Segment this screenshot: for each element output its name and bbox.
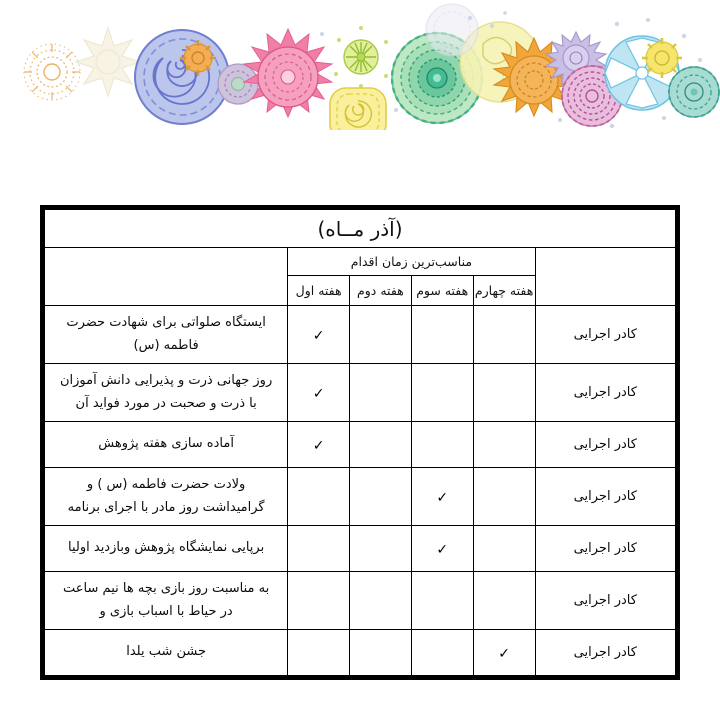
row-activity — [45, 468, 288, 526]
row-activity — [45, 422, 288, 468]
page-title: (آذر مــاه) — [45, 210, 676, 248]
row-staff: کادر اجرایی — [535, 468, 675, 526]
row-staff: کادر اجرایی — [535, 526, 675, 572]
week-header-4: هفته چهارم — [473, 276, 535, 306]
activity-line: گرامیداشت روز مادر با اجرای برنامه — [67, 499, 265, 515]
row-week3 — [411, 422, 473, 468]
activity-line: روز جهانی ذرت و پذیرایی دانش آموزان — [59, 372, 273, 388]
row-week4 — [473, 468, 535, 526]
table-row — [45, 572, 676, 630]
table-row — [45, 630, 676, 676]
row-week3 — [411, 306, 473, 364]
table-row — [45, 422, 676, 468]
row-week1 — [288, 526, 350, 572]
row-week4 — [473, 630, 535, 676]
activity-line: آماده سازی هفته پژوهش — [98, 436, 234, 452]
row-activity — [45, 364, 288, 422]
row-week3 — [411, 364, 473, 422]
row-staff: کادر اجرایی — [535, 364, 675, 422]
row-week3 — [411, 526, 473, 572]
decorative-floral-border — [0, 0, 720, 130]
row-activity — [45, 630, 288, 676]
row-week1 — [288, 572, 350, 630]
check-icon: ✓ — [312, 437, 325, 454]
activity-column-header — [45, 248, 288, 306]
row-staff: کادر اجرایی — [535, 630, 675, 676]
check-icon: ✓ — [498, 645, 510, 662]
row-week2 — [350, 422, 412, 468]
row-week2 — [350, 364, 412, 422]
check-icon: ✓ — [312, 385, 325, 402]
activity-line: فاطمه (س) — [133, 337, 199, 353]
row-week2 — [350, 468, 412, 526]
row-week1 — [288, 364, 350, 422]
activity-line: جشن شب یلدا — [126, 644, 207, 660]
week-header-1: هفته اول — [288, 276, 350, 306]
row-week4 — [473, 306, 535, 364]
row-staff: کادر اجرایی — [535, 572, 675, 630]
row-activity — [45, 572, 288, 630]
row-week4 — [473, 364, 535, 422]
row-week4 — [473, 572, 535, 630]
activity-line: با ذرت و صحبت در مورد فواید آن — [75, 395, 257, 411]
row-week3 — [411, 468, 473, 526]
row-week1 — [288, 422, 350, 468]
check-icon: ✓ — [436, 541, 449, 558]
row-week4 — [473, 526, 535, 572]
row-week2 — [350, 572, 412, 630]
table-row — [45, 306, 676, 364]
row-week3 — [411, 572, 473, 630]
row-week1 — [288, 630, 350, 676]
row-week2 — [350, 306, 412, 364]
table-row — [45, 364, 676, 422]
row-week1 — [288, 306, 350, 364]
table-row — [45, 468, 676, 526]
timing-group-header: مناسب‌ترین زمان اقدام — [288, 248, 535, 276]
activity-line: ایستگاه صلواتی برای شهادت حضرت — [66, 314, 266, 330]
activity-line: در حیاط با اسباب بازی و — [99, 603, 233, 619]
row-activity — [45, 526, 288, 572]
row-week2 — [350, 630, 412, 676]
table-row — [45, 526, 676, 572]
week-header-3: هفته سوم — [411, 276, 473, 306]
table-title-row — [45, 210, 676, 248]
check-icon: ✓ — [312, 327, 325, 344]
monthly-plan-table — [44, 209, 676, 676]
activity-line: ولادت حضرت فاطمه (س ) و — [86, 476, 246, 492]
row-week2 — [350, 526, 412, 572]
week-header-2: هفته دوم — [350, 276, 412, 306]
check-icon: ✓ — [436, 489, 449, 506]
row-week3 — [411, 630, 473, 676]
staff-column-header — [535, 248, 675, 306]
row-staff: کادر اجرایی — [535, 306, 675, 364]
row-week4 — [473, 422, 535, 468]
row-staff: کادر اجرایی — [535, 422, 675, 468]
row-week1 — [288, 468, 350, 526]
plan-table-container — [40, 205, 680, 680]
row-activity — [45, 306, 288, 364]
activity-line: به مناسبت روز بازی بچه ها نیم ساعت — [63, 580, 270, 596]
activity-line: برپایی نمایشگاه پژوهش وبازدید اولیا — [68, 540, 265, 556]
group-header-row — [45, 248, 676, 276]
